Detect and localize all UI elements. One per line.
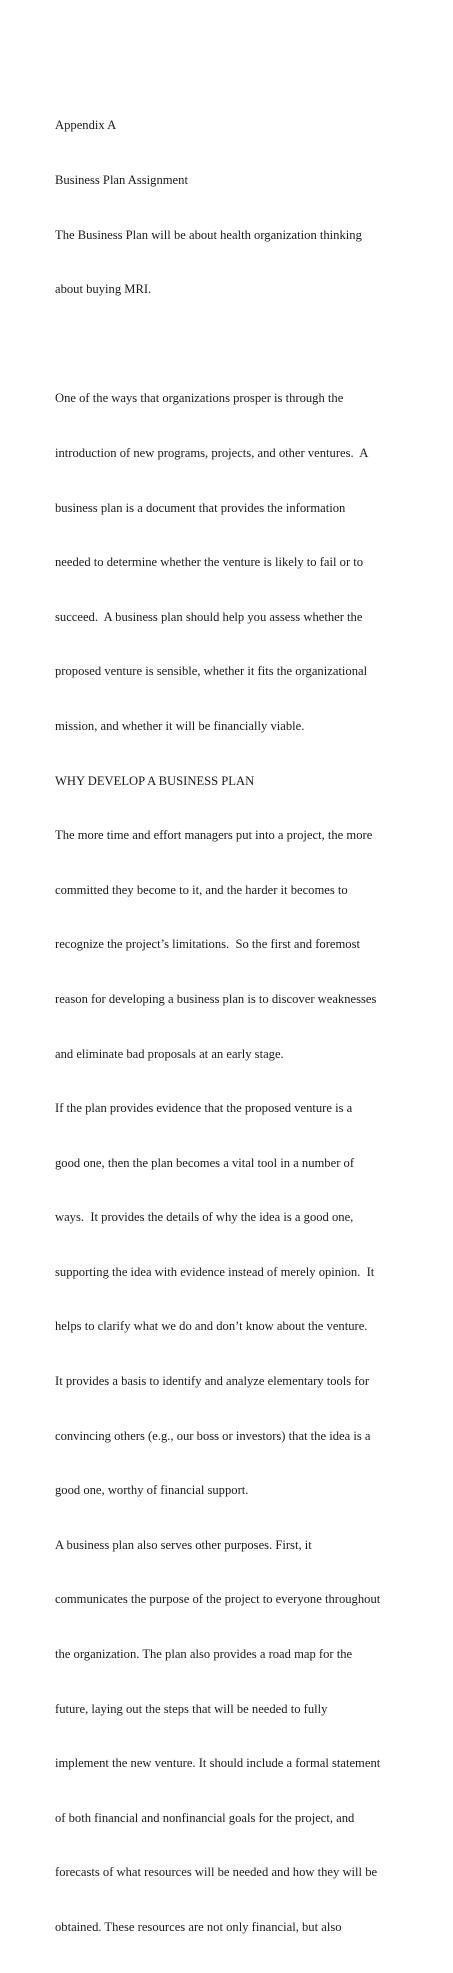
text-line: One of the ways that organizations prosper is through the	[55, 391, 344, 406]
text-line: about buying MRI.	[55, 282, 152, 297]
text-line: communicates the purpose of the project to everyone throughout	[55, 1592, 381, 1607]
text-line: mission, and whether it will be financially viable.	[55, 718, 305, 733]
text-line: A business plan also serves other purposes. First, it	[55, 1537, 312, 1552]
text-line: forecasts of what resources will be needed and how they will be	[55, 1865, 378, 1880]
text-line: ways. It provides the details of why the idea is a good one,	[55, 1210, 354, 1225]
text-line: business plan is a document that provides the information	[55, 500, 346, 515]
appendix-heading: Appendix A	[55, 118, 117, 133]
text-line: and eliminate bad proposals at an early stage.	[55, 1046, 284, 1061]
text-line: the organization. The plan also provides a road map for the	[55, 1647, 353, 1662]
text-line: proposed venture is sensible, whether it fits the organizational	[55, 664, 368, 679]
text-line: of both financial and nonfinancial goals for the project, and	[55, 1810, 355, 1825]
blank-line	[55, 335, 450, 353]
text-line: The more time and effort managers put into a project, the more	[55, 828, 373, 843]
text-line: committed they become to it, and the harder it becomes to	[55, 882, 348, 897]
section-heading: WHY DEVELOP A BUSINESS PLAN	[55, 773, 255, 788]
text-line: It provides a basis to identify and analyze elementary tools for	[55, 1374, 370, 1389]
text-line: needed to determine whether the venture is likely to fail or to	[55, 555, 364, 570]
text-line: good one, worthy of financial support.	[55, 1483, 249, 1498]
assignment-title: Business Plan Assignment	[55, 173, 188, 187]
text-line: supporting the idea with evidence instead of merely opinion. It	[55, 1264, 375, 1279]
text-line: recognize the project’s limitations. So the first and foremost	[55, 937, 360, 952]
text-line: reason for developing a business plan is to discover weaknesses	[55, 991, 377, 1006]
text-line: The Business Plan will be about health organization thinking	[55, 227, 362, 242]
text-line: convincing others (e.g., our boss or investors) that the idea is a	[55, 1428, 371, 1443]
document-body	[55, 80, 450, 1973]
text-line: introduction of new programs, projects, and other ventures. A	[55, 445, 369, 460]
text-line: future, laying out the steps that will be needed to fully	[55, 1701, 328, 1716]
text-line: helps to clarify what we do and don’t know about the venture.	[55, 1319, 368, 1334]
text-line: obtained. These resources are not only financial, but also	[55, 1920, 342, 1934]
text-line: If the plan provides evidence that the proposed venture is a	[55, 1101, 353, 1116]
text-line: good one, then the plan becomes a vital tool in a number of	[55, 1155, 355, 1170]
text-line: succeed. A business plan should help you assess whether the	[55, 609, 363, 624]
text-line: implement the new venture. It should include a formal statement	[55, 1756, 381, 1771]
